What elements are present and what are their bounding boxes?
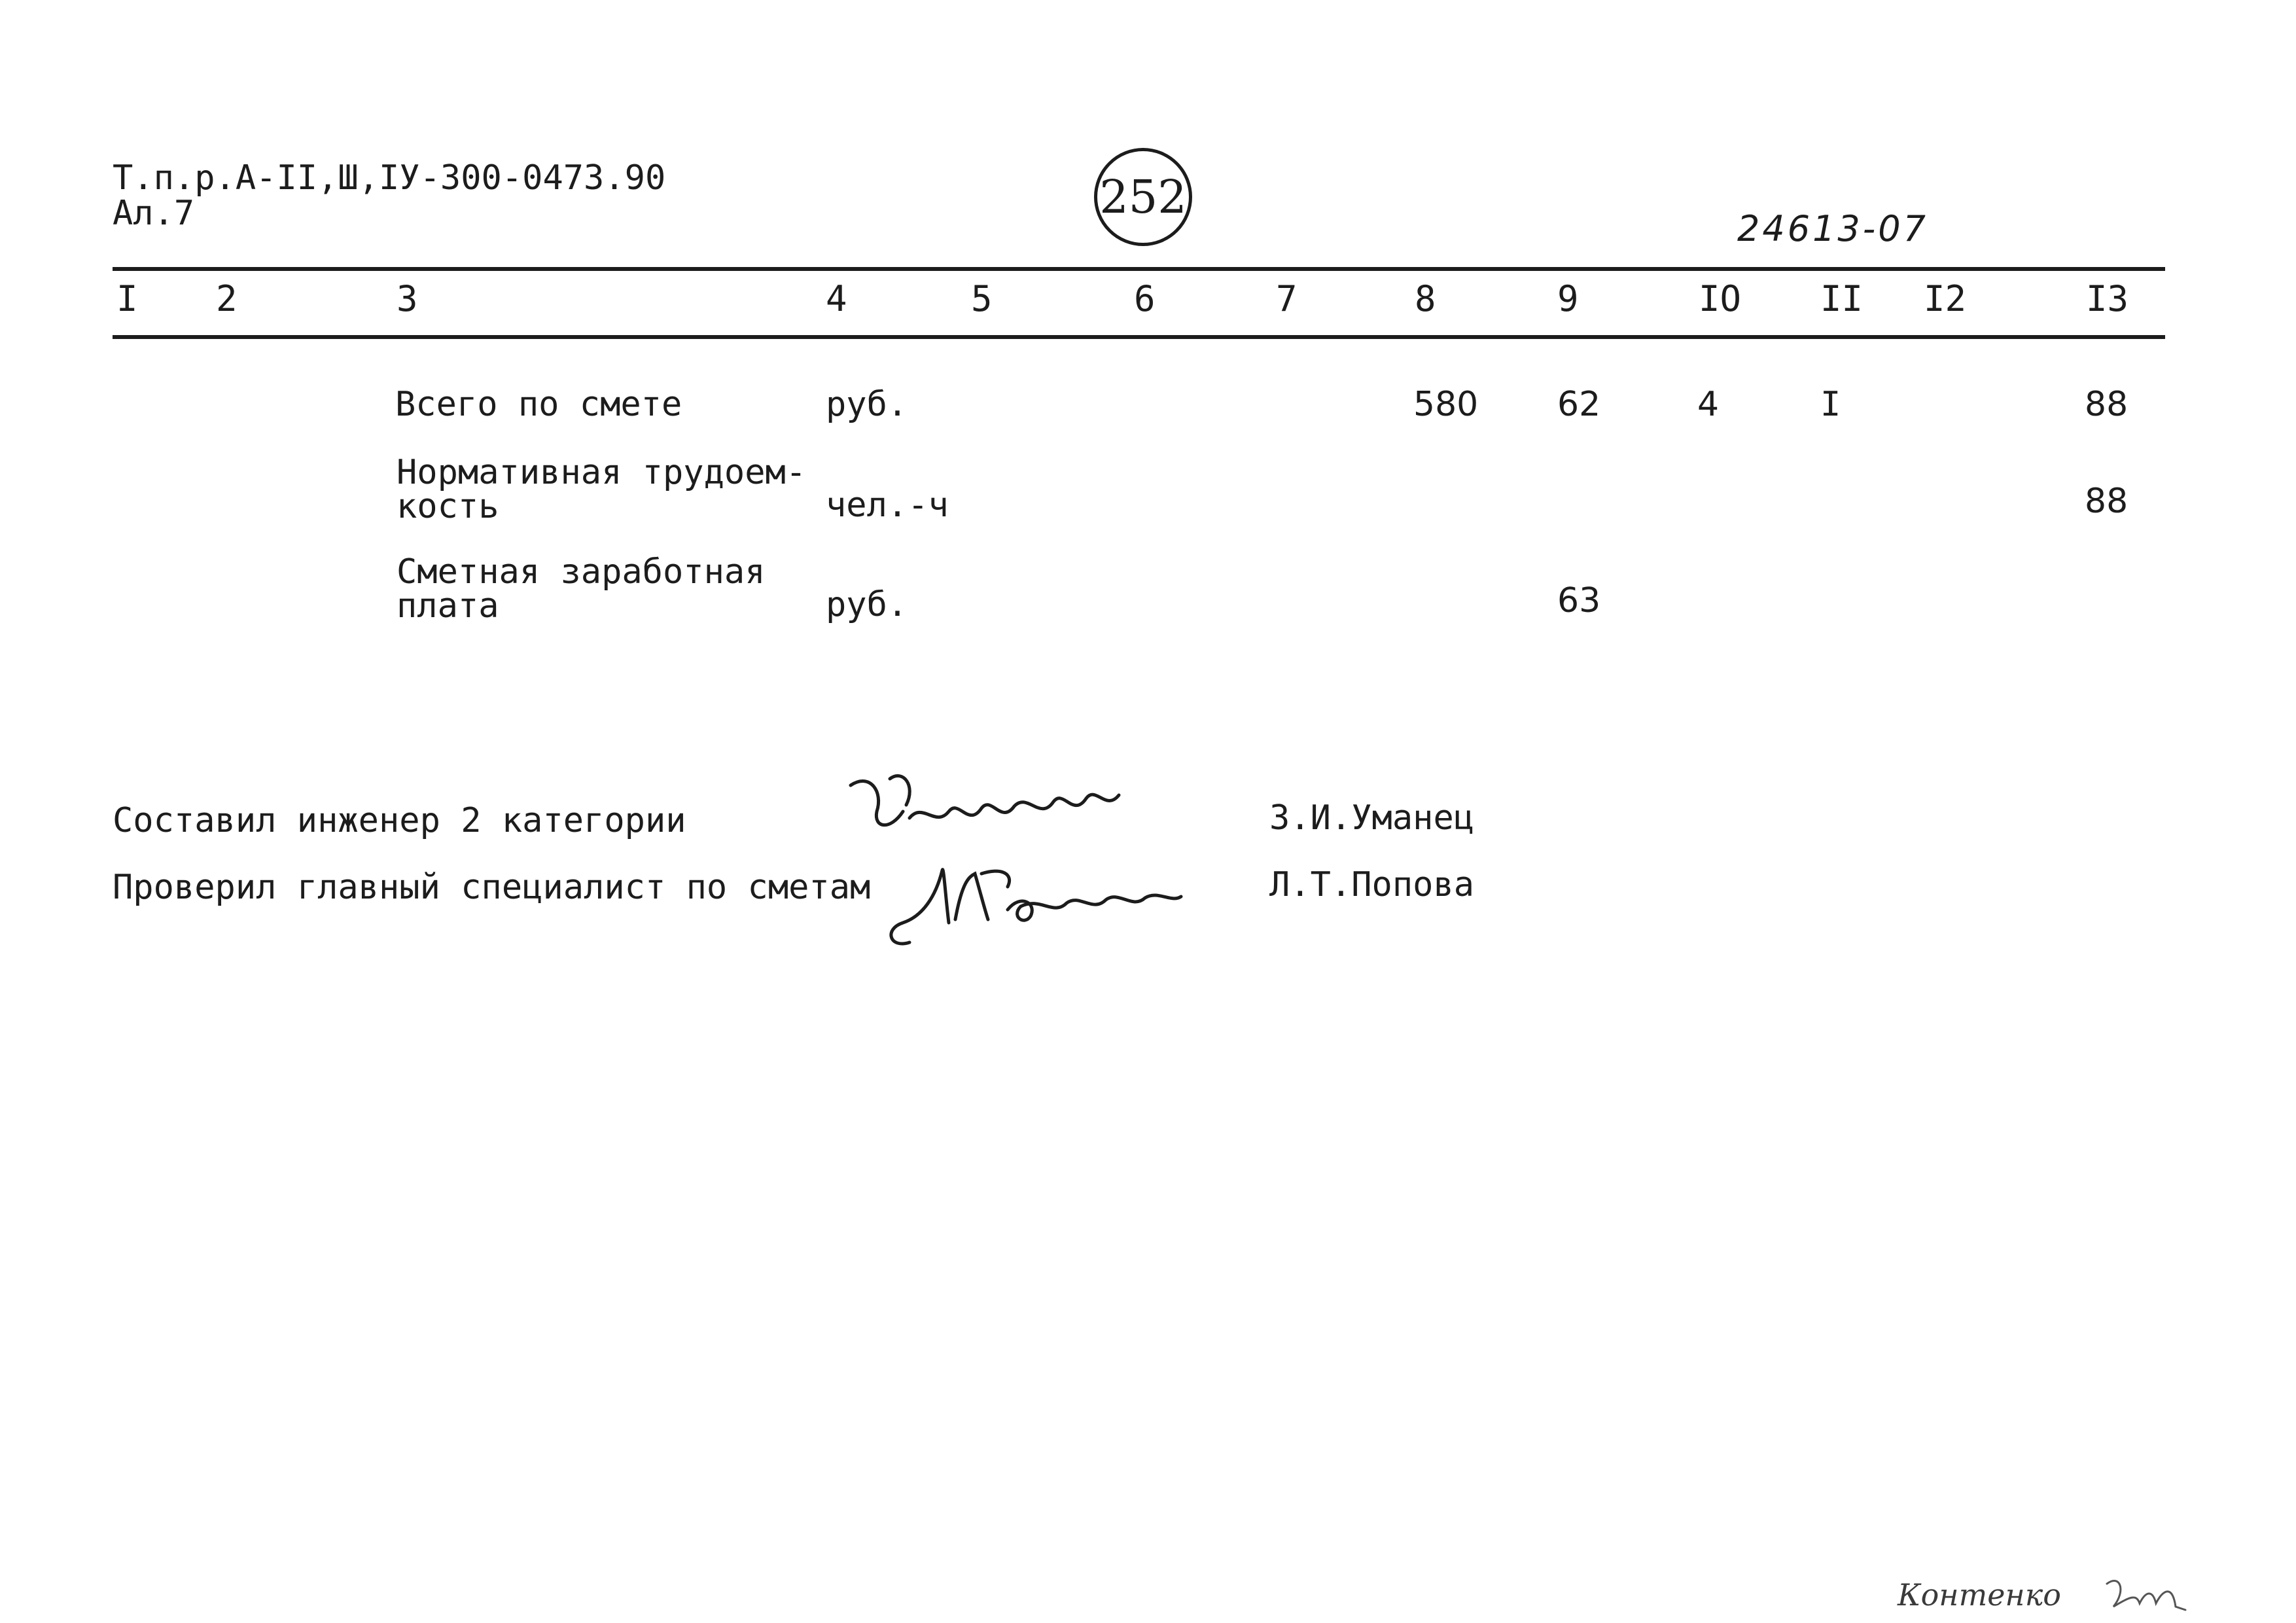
column-header-11: II xyxy=(1820,278,1863,319)
column-header-7: 7 xyxy=(1276,278,1298,319)
row-labor-col13: 88 xyxy=(2085,482,2128,521)
compiled-by-label: Составил инженер 2 категории xyxy=(113,801,686,840)
column-header-6: 6 xyxy=(1134,278,1156,319)
row-total-col8: 580 xyxy=(1413,385,1479,424)
column-header-8: 8 xyxy=(1415,278,1436,319)
sheet-label: Ал.7 xyxy=(113,194,195,233)
footer-handwritten-note: Контенко xyxy=(1898,1577,2061,1613)
column-header-4: 4 xyxy=(826,278,847,319)
column-header-12: I2 xyxy=(1924,278,1967,319)
handwritten-registration-number: 24613-07 xyxy=(1737,208,1928,249)
column-header-5: 5 xyxy=(971,278,993,319)
row-total-name: Всего по смете xyxy=(395,385,682,424)
row-wage-name-line1: Сметная заработная xyxy=(397,552,766,592)
row-total-col10: 4 xyxy=(1697,385,1720,424)
column-header-2: 2 xyxy=(216,278,238,319)
checked-by-signature xyxy=(883,857,1184,955)
row-total-col13: 88 xyxy=(2085,385,2128,424)
compiled-by-name: З.И.Уманец xyxy=(1269,798,1475,838)
row-total-unit: руб. xyxy=(826,385,908,424)
row-labor-name-line1: Нормативная трудоем- xyxy=(397,453,807,492)
column-header-1: I xyxy=(116,278,138,319)
compiled-by-signature xyxy=(844,766,1125,851)
checked-by-label: Проверил главный специалист по сметам xyxy=(113,868,871,907)
column-header-10: IO xyxy=(1699,278,1742,319)
row-wage-name-line2: плата xyxy=(397,586,499,626)
table-top-rule xyxy=(113,267,2165,271)
row-wage-col9: 63 xyxy=(1557,581,1601,620)
page-number: 252 xyxy=(1099,170,1187,224)
table-header-rule xyxy=(113,335,2165,339)
column-header-13: I3 xyxy=(2086,278,2129,319)
row-total-col9: 62 xyxy=(1557,385,1601,424)
footer-initials-mark xyxy=(2100,1571,2192,1616)
row-wage-unit: руб. xyxy=(826,585,908,624)
row-total-col11: I xyxy=(1820,385,1841,424)
column-header-9: 9 xyxy=(1557,278,1579,319)
column-header-3: 3 xyxy=(397,278,418,319)
page-number-stamp xyxy=(1094,148,1192,246)
checked-by-name: Л.Т.Попова xyxy=(1269,865,1475,904)
row-labor-name-line2: кость xyxy=(397,487,499,526)
document-code: Т.п.р.А-II,Ш,IУ-300-0473.90 xyxy=(113,158,666,198)
row-labor-unit: чел.-ч xyxy=(826,486,949,525)
